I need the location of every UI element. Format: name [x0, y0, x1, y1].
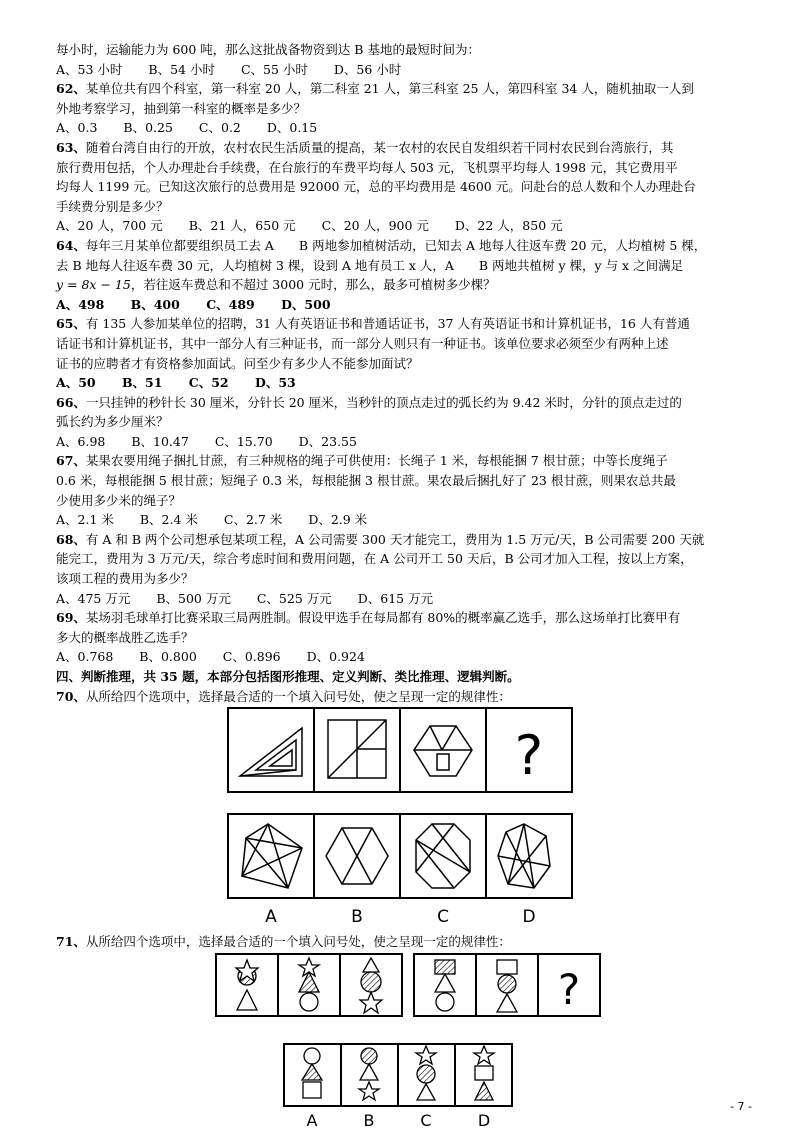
q66-number: 66、: [56, 394, 86, 410]
q66-option-d: D、23.55: [298, 433, 357, 449]
q65-options: [56, 373, 756, 393]
q67-line-2: 0.6 米，每根能捆 5 根甘蔗；短绳子 0.3 米，每根能捆 3 根甘蔗。果农最后捆扎好了 23 根甘蔗，则果农总共最: [56, 473, 676, 489]
q71-g1-cell-3: [360, 958, 382, 1013]
q65-option-a: A、50: [56, 375, 96, 391]
q66-option-c: C、15.70: [214, 433, 273, 449]
q69-option-d: D、0.924: [306, 649, 365, 665]
q71-line: 71、从所给四个选项中，选择最合适的一个填入问号处，使之呈现一定的规律性：: [56, 934, 511, 950]
q62-option-c: C、0.2: [198, 120, 241, 136]
q61-options: [56, 60, 756, 80]
q61-option-d: D、56 小时: [333, 61, 402, 77]
q67-options: [56, 510, 756, 530]
q63-option-b: B、21 人，650 元: [188, 218, 296, 234]
q63-option-a: A、20 人，700 元: [56, 218, 163, 234]
q70-label-b: B: [351, 907, 363, 928]
q71-g2-cell-2: [497, 960, 517, 1012]
q63-line-1: 63、随着台湾自由行的开放，农村农民生活质量的提高，某一农村的农民自发组织若干同村农民到台湾旅行，其: [56, 139, 674, 155]
q68-option-b: B、500 万元: [156, 590, 231, 606]
q71-g2-cell-1: [435, 960, 455, 1011]
q70-figure: [56, 706, 756, 928]
q63-line-2: 旅行费用包括，个人办理赴台手续费，在台旅行的车费平均每人 503 元，飞机票平均每人 1998 元，其它费用平: [56, 159, 678, 175]
q71-label-b: B: [363, 1110, 375, 1128]
q62-line-2: 外地考察学习，抽到第一科室的概率是多少？: [56, 100, 307, 116]
q69-number: 69、: [56, 610, 86, 626]
q68-option-d: D、615 万元: [357, 590, 434, 606]
q65-line-1: 65、有 135 人参加某单位的招聘，31 人有英语证书和普通话证书，37 人有英语证书和计算机证书，16 人有普通: [56, 316, 690, 332]
q70-option-d-figure: [498, 824, 550, 888]
q61-option-b: B、54 小时: [148, 61, 215, 77]
q67-option-a: A、2.1 米: [56, 512, 114, 528]
q70-figure-svg: [56, 706, 756, 928]
section-4-heading: 四、判断推理，共 35 题，本部分包括图形推理、定义判断、类比推理、逻辑判断。: [56, 669, 520, 684]
q68-option-a: A、475 万元: [56, 590, 131, 606]
page-number: - 7 -: [730, 1100, 752, 1113]
q71-question-mark: ?: [557, 964, 581, 1014]
q67-option-b: B、2.4 米: [139, 512, 198, 528]
q66-options: [56, 432, 756, 452]
q68-line-3: 该项工程的费用为多少？: [56, 571, 194, 587]
q71-option-a-figure: [302, 1048, 322, 1098]
q67-line-3: 少使用多少米的绳子？: [56, 492, 182, 508]
q64-option-c: C、489: [206, 296, 255, 312]
q68-option-c: C、525 万元: [256, 590, 332, 606]
q65-option-c: C、52: [188, 375, 229, 391]
q62-line-1: 62、某单位共有四个科室，第一科室 20 人，第二科室 21 人，第三科室 25 人，第四科室 34 人，随机抽取一人到: [56, 81, 694, 97]
q64-option-b: B、400: [130, 296, 180, 312]
q69-options: [56, 647, 756, 667]
q64-equation: y = 8x − 15: [56, 277, 131, 293]
q71-label-c: C: [420, 1110, 432, 1128]
q62-option-a: A、0.3: [56, 120, 98, 136]
q61-text: 每小时，运输能力为 600 吨，那么这批战备物资到达 B 基地的最短时间为：: [56, 42, 480, 57]
q64-line-3: y = 8x − 15，若往返车费总和不超过 3000 元时，那么，最多可植树多少棵？: [56, 277, 496, 293]
q71-option-b-figure: [359, 1048, 379, 1100]
q69-option-a: A、0.768: [56, 649, 114, 665]
q64-options: [56, 295, 756, 315]
q66-option-b: B、10.47: [131, 433, 189, 449]
q65-line-3: 证书的应聘者才有资格参加面试。问至少有多少人不能参加面试？: [56, 355, 419, 371]
q68-number: 68、: [56, 531, 86, 547]
q62-option-d: D、0.15: [266, 120, 318, 136]
q70-option-a-figure: [242, 824, 302, 888]
q71-option-c-figure: [416, 1046, 436, 1100]
q70-cell-3-pentagon: [414, 726, 472, 776]
q63-number: 63、: [56, 139, 86, 155]
q66-option-a: A、6.98: [56, 433, 106, 449]
q62-option-b: B、0.25: [123, 120, 173, 136]
q66-line-1: 66、一只挂钟的秒针长 30 厘米，分针长 20 厘米，当秒针的顶点走过的弧长约为 9.42 米时，分针的顶点走过的: [56, 394, 682, 410]
q68-options: [56, 589, 756, 609]
q65-option-b: B、51: [121, 375, 163, 391]
q71-label-d: D: [477, 1110, 491, 1128]
q70-label-c: C: [437, 907, 449, 928]
q68-line-1: 68、有 A 和 B 两个公司想承包某项工程，A 公司需要 300 天才能完工，费用为 1.5 万元/天，B 公司需要 200 天就: [56, 531, 705, 547]
q70-cell-1-triangles: [240, 728, 302, 776]
q70-number: 70、: [56, 688, 86, 704]
q64-option-a: A、498: [56, 296, 105, 312]
q70-line: 70、从所给四个选项中，选择最合适的一个填入问号处，使之呈现一定的规律性：: [56, 688, 511, 704]
q62-options: [56, 118, 756, 138]
q63-options: [56, 216, 756, 236]
q69-option-c: C、0.896: [222, 649, 281, 665]
q71-figure-svg: [56, 952, 756, 1128]
q67-option-d: D、2.9 米: [308, 512, 368, 528]
q64-option-d: D、500: [281, 296, 331, 312]
q64-number: 64、: [56, 237, 86, 253]
page-content: [56, 40, 756, 1128]
q71-g1-cell-1: [236, 960, 258, 1010]
q71-g1-cell-2: [299, 958, 319, 1011]
q71-label-a: A: [306, 1110, 318, 1128]
q61-option-a: A、53 小时: [56, 61, 123, 77]
q69-option-b: B、0.800: [139, 649, 197, 665]
q67-line-1: 67、某果农要用绳子捆扎甘蔗，有三种规格的绳子可供使用：长绳子 1 米，每根能捆 7 根甘蔗；中等长度绳子: [56, 453, 668, 469]
q66-line-2: 弧长约为多少厘米？: [56, 414, 169, 430]
q63-line-4: 手续费分别是多少？: [56, 198, 169, 214]
q63-option-d: D、22 人，850 元: [454, 218, 563, 234]
q63-option-c: C、20 人，900 元: [321, 218, 429, 234]
q61-option-c: C、55 小时: [240, 61, 308, 77]
q65-number: 65、: [56, 316, 86, 332]
q70-question-mark: ?: [514, 724, 544, 788]
q65-line-2: 话证书和计算机证书，其中一部分人有三种证书，而一部分人则只有一种证书。该单位要求必须至少有两种上述: [56, 335, 669, 351]
q71-option-d-figure: [474, 1046, 494, 1100]
q65-option-d: D、53: [255, 375, 296, 391]
q69-line-1: 69、某场羽毛球单打比赛采取三局两胜制。假设甲选手在每局都有 80%的概率赢乙选手，那么这场单打比赛甲有: [56, 610, 681, 626]
q64-line-1: 64、每年三月某单位都要组织员工去 A B 两地参加植树活动，已知去 A 地每人往返车费 20 元，人均植树 5 棵，: [56, 237, 707, 253]
q67-number: 67、: [56, 453, 86, 469]
q71-number: 71、: [56, 934, 86, 950]
q68-line-2: 能完工，费用为 3 万元/天，综合考虑时间和费用问题，在 A 公司开工 50 天后，B 公司才加入工程，按以上方案，: [56, 551, 693, 567]
q70-option-b-figure: [326, 828, 388, 884]
q62-number: 62、: [56, 81, 86, 97]
q70-option-c-figure: [416, 824, 470, 888]
q63-line-3: 均每人 1199 元。已知这次旅行的总费用是 92000 元，总的平均费用是 4600 元。问赴台的总人数和个人办理赴台: [56, 179, 696, 195]
q70-cell-2-square: [328, 720, 386, 778]
q67-option-c: C、2.7 米: [223, 512, 283, 528]
q70-label-d: D: [522, 907, 536, 928]
q69-line-2: 多大的概率战胜乙选手？: [56, 629, 194, 645]
q64-line-2: 去 B 地每人往返车费 30 元，人均植树 3 棵，设到 A 地有员工 x 人，A B 两地共植树 y 棵，y 与 x 之间满足: [56, 257, 684, 273]
q71-figure: [56, 952, 756, 1128]
q70-label-a: A: [265, 907, 277, 928]
